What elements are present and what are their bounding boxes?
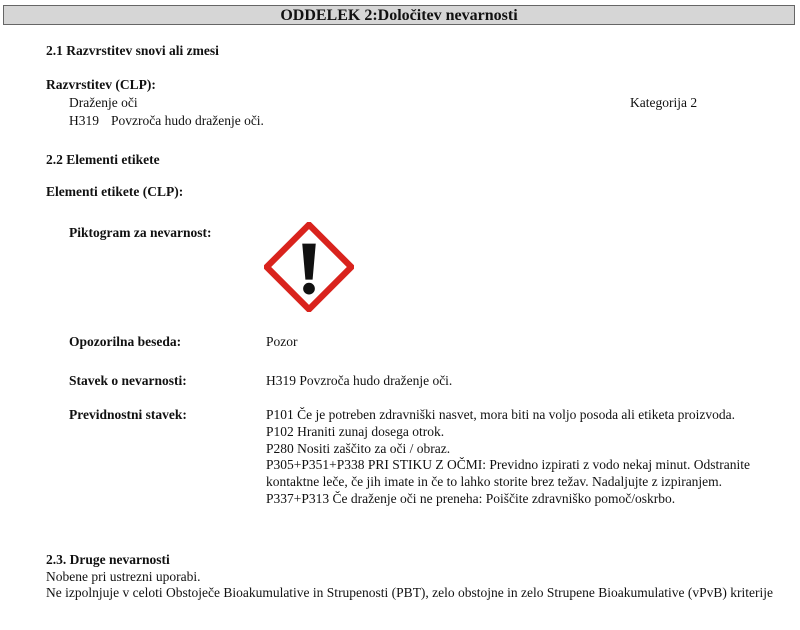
subsection-heading-2-1: 2.1 Razvrstitev snovi ali zmesi — [46, 43, 219, 58]
hazard-text: Povzroča hudo draženje oči. — [111, 113, 264, 128]
signal-word-label: Opozorilna beseda: — [69, 334, 182, 349]
hazard-statement: H319 Povzroča hudo draženje oči. — [266, 373, 453, 388]
other-hazards-line: Nobene pri ustrezni uporabi. — [46, 568, 201, 584]
hazard-class: Draženje oči — [69, 95, 138, 110]
hazard-statement-label: Stavek o nevarnosti: — [69, 373, 187, 388]
precautionary-statement: P101 Če je potreben zdravniški nasvet, mora biti na voljo posoda ali etiketa proizvoda. — [266, 407, 736, 422]
section-title: ODDELEK 2:Določitev nevarnosti — [280, 7, 518, 24]
label-elements-clp-label: Elementi etikete (CLP): — [46, 184, 184, 199]
ghs07-exclamation-mark-icon — [264, 222, 354, 312]
other-hazards-line: Ne izpolnjuje v celoti Obstoječe Bioakumulative in Strupenosti (PBT), zelo obstojne in zelo Strupene Bioakumulative (vPvB) kriterije — [46, 585, 773, 600]
pictogram-label: Piktogram za nevarnost: — [69, 225, 212, 240]
precautionary-statement: P102 Hraniti zunaj dosega otrok. — [266, 423, 445, 439]
hazard-category: Kategorija 2 — [630, 95, 698, 110]
precautionary-label: Previdnostni stavek: — [69, 407, 187, 422]
other-hazards — [46, 552, 786, 602]
precautionary-statement: P305+P351+P338 PRI STIKU Z OČMI: Previdno izpirati z vodo nekaj minut. Odstranite kontaktne leče, če jih imate in če to lahko storite brez težav. Nadaljujte z izpiranjem. — [266, 457, 750, 490]
precautionary-statements — [266, 407, 786, 508]
precautionary-statement: P337+P313 Če draženje oči ne preneha: Poiščite zdravniško pomoč/oskrbo. — [266, 490, 676, 506]
subsection-heading-2-3: 2.3. Druge nevarnosti — [46, 552, 170, 567]
signal-word: Pozor — [266, 334, 298, 349]
precautionary-statement: P280 Nositi zaščito za oči / obraz. — [266, 440, 451, 456]
subsection-heading-2-2: 2.2 Elementi etikete — [46, 152, 160, 167]
classification-clp-label: Razvrstitev (CLP): — [46, 77, 156, 92]
section-header — [3, 5, 795, 25]
hazard-code: H319 — [69, 113, 99, 128]
